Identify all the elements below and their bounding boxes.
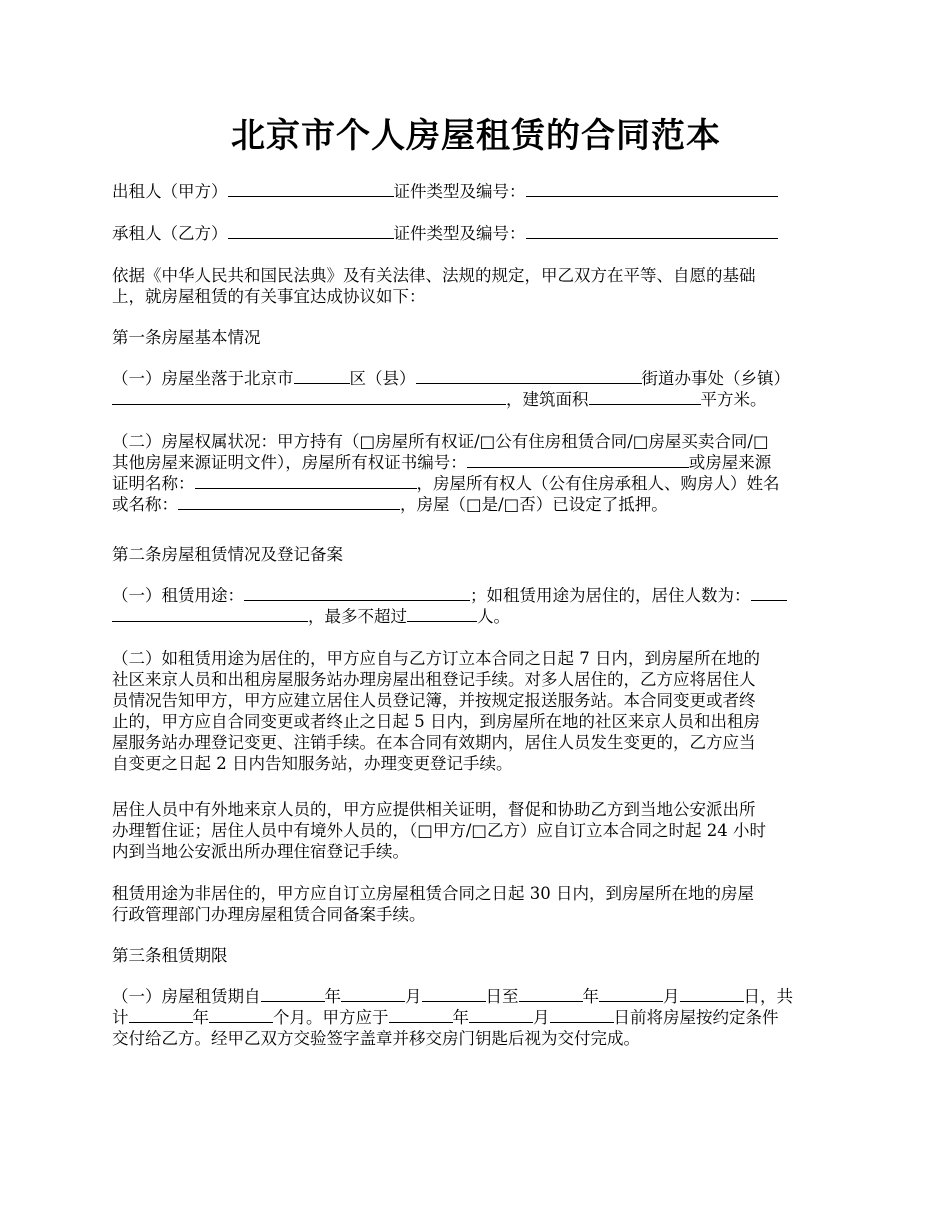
article-1-clause-1 (112, 368, 840, 410)
party-a-id-blank[interactable] (526, 181, 778, 197)
party-a-name-blank[interactable] (228, 181, 394, 197)
clause-text: （一）房屋租赁期自 (112, 987, 261, 1006)
start-day-blank[interactable] (422, 986, 486, 1002)
party-b-id-blank[interactable] (526, 223, 778, 239)
end-day-blank[interactable] (680, 986, 744, 1002)
clause-text: 年 (324, 987, 341, 1006)
clause-text: 员情况告知甲方，甲方应建立居住人员登记簿，并按规定报送服务站。本合同变更或者终 (112, 691, 756, 710)
article-2-paragraph-4 (112, 883, 840, 925)
preamble-line: 依据《中华人民共和国民法典》及有关法律、法规的规定，甲乙双方在平等、自愿的基础 (112, 266, 756, 285)
clause-text: 街道办事处（乡镇） (641, 369, 790, 388)
clause-text: 月 (533, 1008, 550, 1027)
clause-text: ；如租赁用途为居住的，居住人数为： (470, 586, 751, 605)
clause-text: 交付给乙方。经甲乙双方交验签字盖章并移交房门钥匙后视为交付完成。 (112, 1029, 640, 1048)
clause-text: （二）如租赁用途为居住的，甲方应自与乙方订立本合同之日起 7 日内，到房屋所在地的 (112, 649, 760, 668)
clause-text: 或房屋来源 (688, 453, 772, 472)
total-month-blank[interactable] (209, 1007, 273, 1023)
clause-text: 证明名称： (112, 474, 195, 493)
party-b-line (112, 223, 840, 244)
article-3-heading (112, 945, 840, 966)
area-blank[interactable] (589, 389, 701, 405)
proof-name-blank[interactable] (195, 473, 417, 489)
delivery-day-blank[interactable] (550, 1007, 614, 1023)
article-2-paragraph-3 (112, 799, 840, 862)
end-month-blank[interactable] (599, 986, 663, 1002)
start-month-blank[interactable] (341, 986, 405, 1002)
clause-text: 日，共 (743, 987, 793, 1006)
clause-text: 自变更之日起 2 日内告知服务站，办理变更登记手续。 (112, 754, 513, 773)
total-year-blank[interactable] (129, 1007, 193, 1023)
clause-text: 屋服务站办理登记变更、注销手续。在本合同有效期内，居住人员发生变更的，乙方应当 (112, 733, 756, 752)
delivery-year-blank[interactable] (389, 1007, 453, 1023)
clause-text: （二）房屋权属状况：甲方持有（□房屋所有权证/□公有住房租赁合同/□房屋买卖合同/□ (112, 432, 769, 451)
clause-text: 人。 (477, 607, 510, 626)
clause-text: ，最多不超过 (308, 607, 407, 626)
clause-text: 月 (663, 987, 680, 1006)
clause-text: 居住人员中有外地来京人员的，甲方应提供相关证明，督促和协助乙方到当地公安派出所 (112, 800, 756, 819)
party-b-id-label: 证件类型及编号： (393, 224, 526, 243)
lease-purpose-blank[interactable] (244, 585, 470, 601)
clause-text: （一）租赁用途： (112, 586, 244, 605)
clause-text: 区（县） (349, 369, 416, 388)
clause-text: 内到当地公安派出所办理住宿登记手续。 (112, 842, 409, 861)
occupant-count-blank[interactable] (751, 585, 787, 601)
owner-name-blank[interactable] (178, 494, 400, 510)
district-blank[interactable] (294, 368, 350, 384)
start-year-blank[interactable] (261, 986, 325, 1002)
delivery-month-blank[interactable] (469, 1007, 533, 1023)
clause-text: 日前将房屋按约定条件 (613, 1008, 779, 1027)
party-b-name-blank[interactable] (228, 223, 394, 239)
article-1-heading (112, 327, 840, 348)
clause-text: 年 (582, 987, 599, 1006)
article-1-heading-text: 第一条房屋基本情况 (112, 328, 261, 347)
article-3-heading-text: 第三条租赁期限 (112, 946, 228, 965)
party-a-line (112, 181, 840, 202)
clause-text: 社区来京人员和出租房屋服务站办理房屋出租登记手续。对多人居住的，乙方应将居住人 (112, 670, 756, 689)
clause-text: （一）房屋坐落于北京市 (112, 369, 294, 388)
party-a-id-label: 证件类型及编号： (393, 182, 526, 201)
document-title: 北京市个人房屋租赁的合同范本 (231, 116, 721, 156)
clause-text: 或名称： (112, 495, 178, 514)
preamble-line: 上，就房屋租赁的有关事宜达成协议如下： (112, 287, 426, 306)
clause-text: 止的，甲方应自合同变更或者终止之日起 5 日内，到房屋所在地的社区来京人员和出租房 (112, 712, 760, 731)
end-year-blank[interactable] (519, 986, 583, 1002)
article-1-clause-2 (112, 431, 840, 515)
clause-text: 日至 (485, 987, 519, 1006)
clause-text: 年 (452, 1008, 469, 1027)
clause-text: 年 (192, 1008, 209, 1027)
clause-text: ，房屋所有权人（公有住房承租人、购房人）姓名 (416, 474, 780, 493)
article-2-clause-1 (112, 585, 840, 627)
certificate-number-blank[interactable] (467, 452, 689, 468)
street-blank[interactable] (416, 368, 642, 384)
clause-text: 个月。甲方应于 (273, 1008, 389, 1027)
article-2-heading-text: 第二条房屋租赁情况及登记备案 (112, 545, 343, 564)
clause-text: 计 (112, 1008, 129, 1027)
clause-text: 月 (405, 987, 422, 1006)
article-2-heading (112, 544, 840, 565)
occupant-count-blank-cont[interactable] (112, 606, 308, 622)
clause-text: 平方米。 (700, 390, 767, 409)
clause-text: 行政管理部门办理房屋租赁合同备案手续。 (112, 905, 426, 924)
max-occupant-blank[interactable] (407, 606, 477, 622)
clause-text: 办理暂住证；居住人员中有境外人员的，（□甲方/□乙方）应自订立本合同之时起 24 小时 (112, 821, 766, 840)
clause-text: 其他房屋来源证明文件），房屋所有权证书编号： (112, 453, 467, 472)
article-3-clause-1 (112, 986, 840, 1049)
address-blank[interactable] (112, 389, 506, 405)
preamble (112, 265, 840, 307)
clause-text: ，建筑面积 (506, 390, 589, 409)
clause-text: 租赁用途为非居住的，甲方应自订立房屋租赁合同之日起 30 日内，到房屋所在地的房屋 (112, 884, 754, 903)
party-b-label: 承租人（乙方） (112, 224, 228, 243)
party-a-label: 出租人（甲方） (112, 182, 228, 201)
clause-text: ，房屋（□是/□否）已设定了抵押。 (400, 495, 668, 514)
article-2-clause-2 (112, 648, 840, 774)
